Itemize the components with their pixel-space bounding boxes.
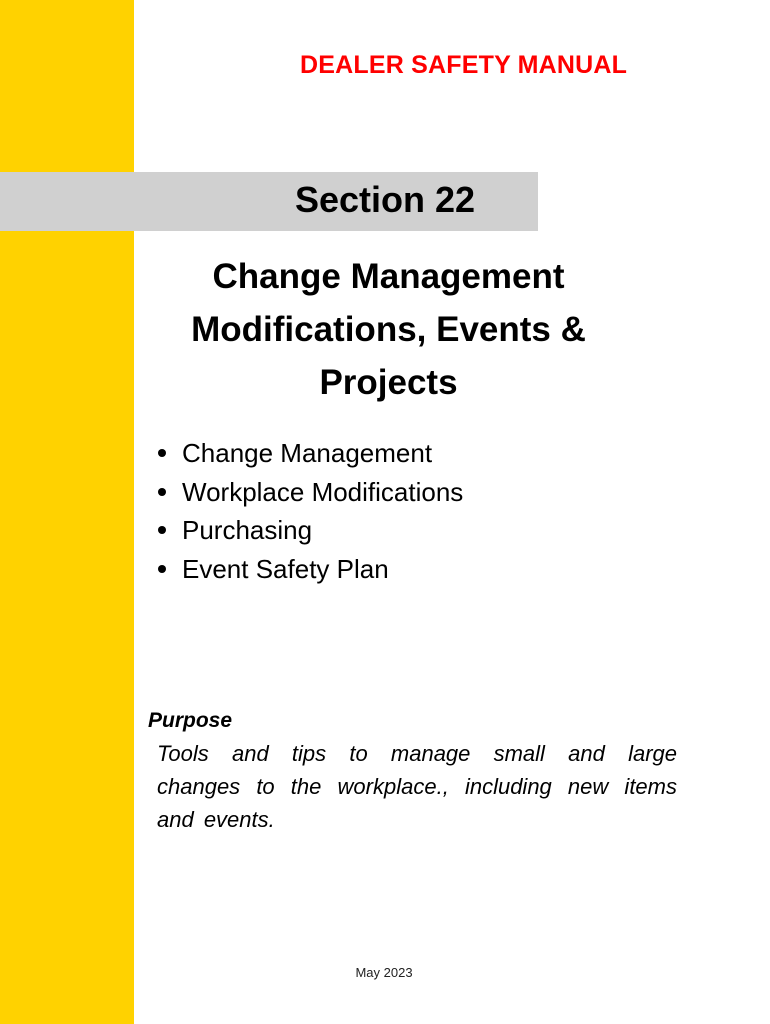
purpose-text: Tools and tips to manage small and large changes to the workplace., including new items and events. (157, 741, 677, 832)
list-item-label: Change Management (182, 438, 433, 468)
list-item (155, 473, 463, 512)
bullet-icon (158, 488, 166, 496)
topic-title (136, 250, 641, 409)
topic-title-line: Projects (319, 363, 458, 402)
list-item (155, 434, 463, 473)
bullet-icon (158, 565, 166, 573)
section-title: Section 22 (294, 179, 476, 220)
footer-date: May 2023 (355, 965, 413, 980)
list-item (155, 511, 463, 550)
list-item-label: Workplace Modifications (182, 476, 464, 507)
bullet-icon (158, 526, 166, 534)
side-color-bar (0, 0, 134, 1024)
manual-title: DEALER SAFETY MANUAL (300, 51, 628, 79)
list-item-label: Purchasing (182, 515, 313, 545)
purpose-heading: Purpose (148, 709, 233, 732)
list-item (155, 550, 463, 589)
list-item-label: Event Safety Plan (182, 553, 389, 584)
bullet-icon (158, 449, 166, 457)
topic-bullet-list (155, 434, 463, 588)
topic-title-line: Change Management (212, 257, 565, 296)
topic-title-line: Modifications, Events & (191, 310, 586, 349)
